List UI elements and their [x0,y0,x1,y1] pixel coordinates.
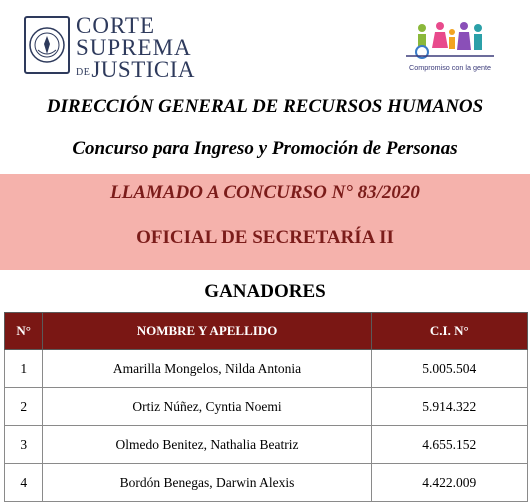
people-figures-logo-icon [400,18,500,62]
document-subtitle: Concurso para Ingreso y Promoción de Personas [72,138,458,159]
table-header-row [5,313,528,350]
row-number: 2 [5,388,43,426]
call-banner [0,174,530,270]
department-title: DIRECCIÓN GENERAL DE RECURSOS HUMANOS [46,96,484,117]
row-ci: 4.422.009 [371,464,527,502]
row-name: Ortiz Núñez, Cyntia Noemi [43,388,371,426]
column-header-ci: C.I. N° [371,313,527,350]
court-name-line3 [76,58,195,80]
row-name: Olmedo Benitez, Nathalia Beatriz [43,426,371,464]
row-ci: 5.005.504 [371,350,527,388]
court-name-wordmark [76,14,195,80]
court-name-justicia: JUSTICIA [91,57,196,82]
row-ci: 5.914.322 [371,388,527,426]
document-header [0,0,530,96]
position-title: OFICIAL DE SECRETARÍA II [136,227,394,248]
winners-table [4,312,528,502]
column-header-number: N° [5,313,43,350]
table-row [5,350,528,388]
row-name: Bordón Benegas, Darwin Alexis [43,464,371,502]
logo-tagline: Compromiso con la gente [409,63,491,72]
row-number: 3 [5,426,43,464]
court-name-line1: CORTE [76,13,156,38]
court-name-line2: SUPREMA [76,35,192,60]
institutional-logo [400,18,500,76]
row-number: 4 [5,464,43,502]
row-name: Amarilla Mongelos, Nilda Antonia [43,350,371,388]
coat-of-arms-seal-icon [22,14,72,76]
table-row [5,388,528,426]
court-name-de: DE [76,67,91,78]
call-number: LLAMADO A CONCURSO N° 83/2020 [110,182,420,203]
winners-heading: GANADORES [204,281,326,302]
row-number: 1 [5,350,43,388]
table-row [5,464,528,502]
column-header-name: NOMBRE Y APELLIDO [43,313,371,350]
table-row [5,426,528,464]
row-ci: 4.655.152 [371,426,527,464]
